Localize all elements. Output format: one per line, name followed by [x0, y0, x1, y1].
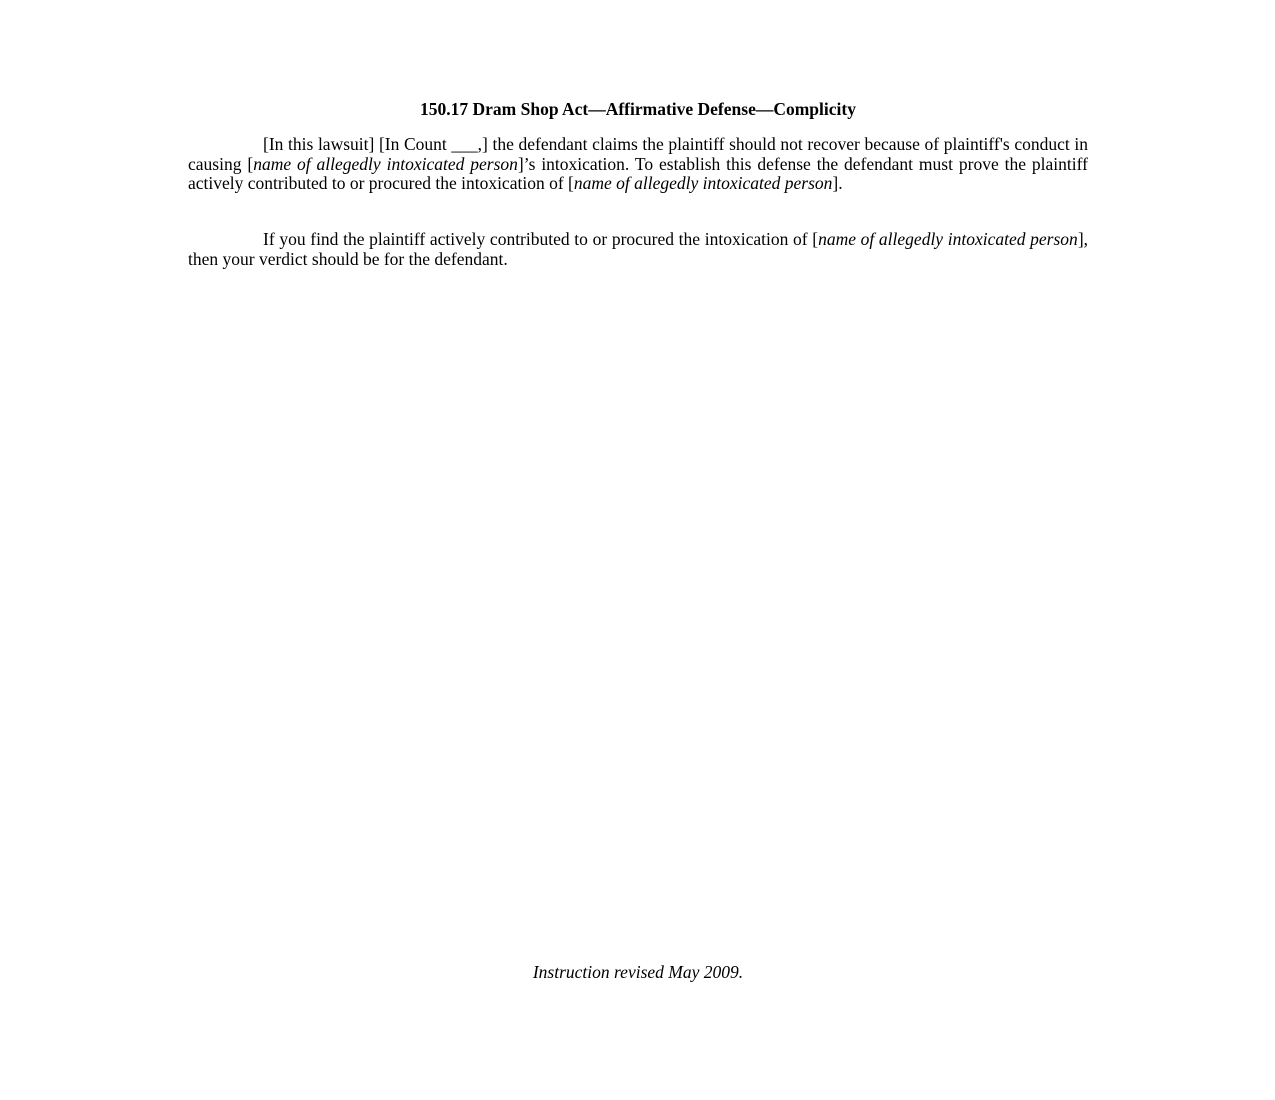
paragraph-defense-claim — [188, 135, 1088, 194]
paragraph-text: If you find the plaintiff actively contributed to or procured the intoxication of [ — [263, 229, 819, 249]
paragraph-text: ]’s intoxication. To establish this defense the defendant must prove the plaintiff actively contributed to or procured the intoxication of [ — [188, 153, 1088, 194]
placeholder-intoxicated-person: name of allegedly intoxicated person — [573, 173, 833, 194]
placeholder-intoxicated-person: name of allegedly intoxicated person — [818, 229, 1078, 249]
paragraph-text: ]. — [832, 173, 843, 194]
paragraph-text: [In this lawsuit] [In Count ___,] the defendant claims the plaintiff should not recover because of plaintiff's conduct in causing [ — [188, 134, 1088, 174]
revision-note: Instruction revised May 2009. — [532, 962, 744, 982]
instruction-title: 150.17 Dram Shop Act—Affirmative Defense—Complicity — [420, 99, 856, 119]
paragraph-verdict — [188, 230, 1088, 269]
placeholder-intoxicated-person: name of allegedly intoxicated person — [253, 153, 518, 174]
paragraph-text: ], then your verdict should be for the defendant. — [188, 229, 1089, 269]
